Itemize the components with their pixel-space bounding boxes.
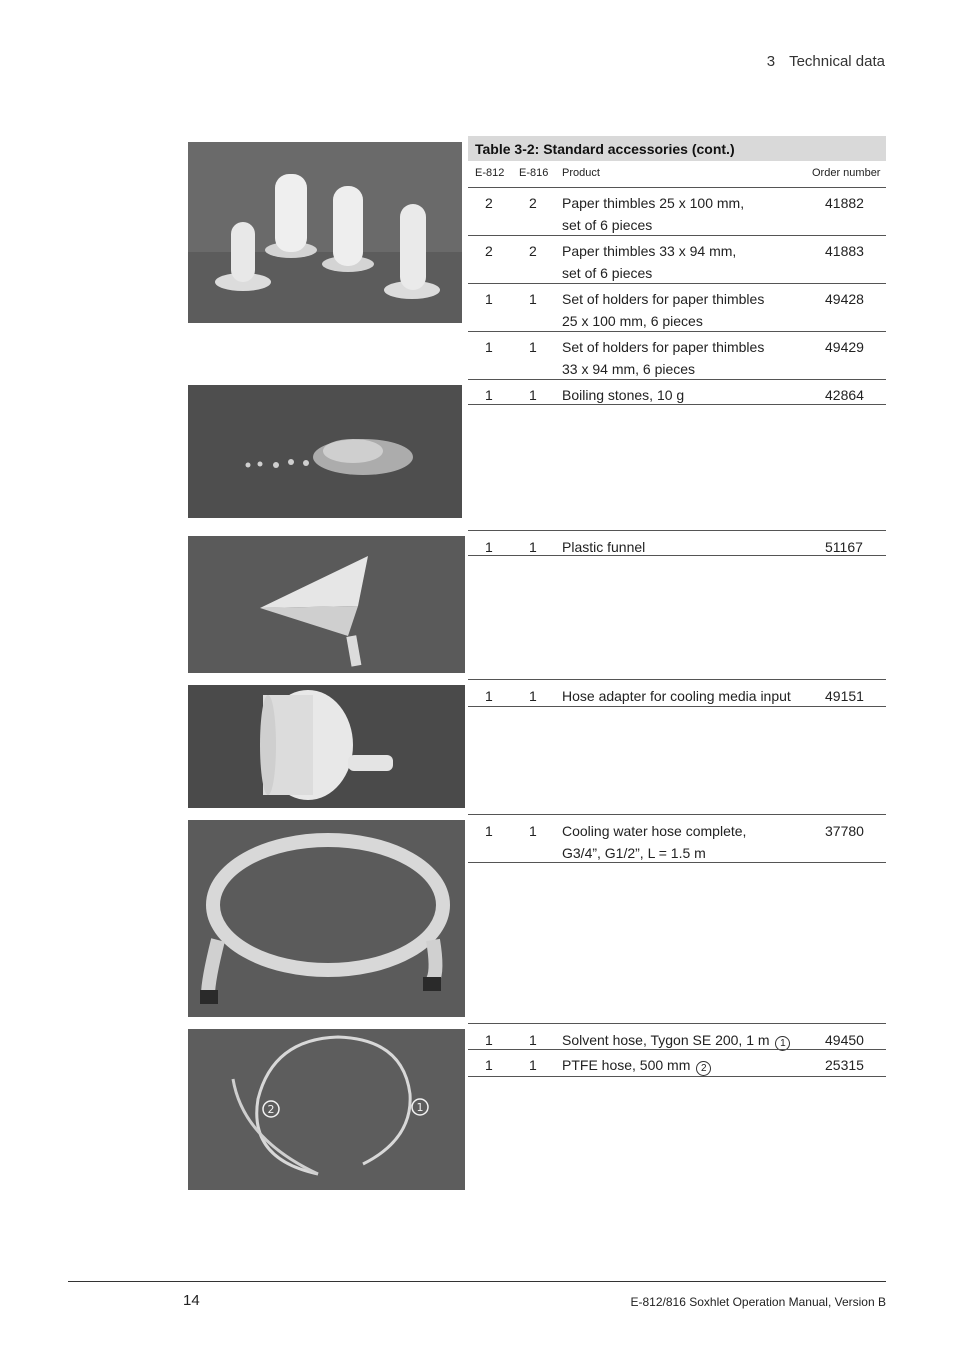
row-divider: [468, 235, 886, 236]
cell-product: Set of holders for paper thimbles 33 x 94 mm, 6 pieces: [562, 339, 765, 377]
cell-product: Hose adapter for cooling media input: [562, 688, 791, 704]
callout-solvent: 1: [416, 1101, 424, 1114]
row-divider: [468, 1076, 886, 1077]
table-title: Table 3-2: Standard accessories (cont.): [468, 136, 886, 161]
cell-e816: 1: [529, 1057, 537, 1073]
chapter-number: 3: [766, 53, 776, 70]
cell-order: 41882: [825, 195, 864, 211]
cell-e816: 1: [529, 823, 537, 839]
row-divider: [468, 555, 886, 556]
cell-e812: 1: [485, 387, 493, 403]
row-divider: [468, 1023, 886, 1024]
callout-ptfe: 2: [267, 1103, 275, 1116]
cell-e816: 1: [529, 539, 537, 555]
col-e812: E-812: [475, 167, 505, 179]
table-column-headers: [468, 162, 886, 187]
row-divider: [468, 404, 886, 405]
row-divider: [468, 1049, 886, 1050]
cell-e812: 1: [485, 539, 493, 555]
chapter-title: Technical data: [789, 53, 885, 70]
cell-order: 49151: [825, 688, 864, 704]
solvent-ptfe-hose-photo: [188, 1029, 465, 1190]
callout-marker: 2: [696, 1061, 711, 1076]
cell-product: Set of holders for paper thimbles 25 x 100 mm, 6 pieces: [562, 291, 765, 329]
cell-product: Cooling water hose complete, G3/4”, G1/2”, L = 1.5 m: [562, 823, 747, 861]
cell-e812: 2: [485, 243, 493, 259]
cell-order: 37780: [825, 823, 864, 839]
paper-thimbles-photo: [188, 142, 462, 323]
cell-order: 49429: [825, 339, 864, 355]
boiling-stones-photo: [188, 385, 462, 518]
row-divider: [468, 530, 886, 531]
cell-order: 42864: [825, 387, 864, 403]
col-order-number: Order number: [812, 167, 881, 179]
cell-product: Paper thimbles 25 x 100 mm, set of 6 pieces: [562, 195, 745, 233]
cell-e816: 1: [529, 688, 537, 704]
row-divider: [468, 331, 886, 332]
cell-order: 25315: [825, 1057, 864, 1073]
col-e816: E-816: [519, 167, 549, 179]
cell-product: Boiling stones, 10 g: [562, 387, 685, 403]
col-product: Product: [562, 167, 600, 179]
row-divider: [468, 862, 886, 863]
plastic-funnel-photo: [188, 536, 465, 673]
cell-e812: 1: [485, 823, 493, 839]
cell-order: 41883: [825, 243, 864, 259]
table-divider: [468, 187, 886, 188]
cell-order: 49428: [825, 291, 864, 307]
page-header: [767, 53, 885, 70]
cell-e812: 1: [485, 339, 493, 355]
cell-e812: 1: [485, 1057, 493, 1073]
row-divider: [468, 679, 886, 680]
cell-e812: 1: [485, 688, 493, 704]
cooling-water-hose-photo: [188, 820, 465, 1017]
cell-e816: 2: [529, 243, 537, 259]
cell-e816: 1: [529, 1032, 537, 1048]
cell-order: 51167: [825, 539, 863, 555]
cell-product: PTFE hose, 500 mm 2: [562, 1054, 802, 1076]
row-divider: [468, 283, 886, 284]
row-divider: [468, 379, 886, 380]
row-divider: [468, 814, 886, 815]
cell-e812: 2: [485, 195, 493, 211]
cell-order: 49450: [825, 1032, 864, 1048]
cell-product: Plastic funnel: [562, 539, 646, 555]
callout-marker: 1: [775, 1036, 790, 1051]
cell-e812: 1: [485, 291, 493, 307]
cell-e816: 1: [529, 291, 537, 307]
cell-e816: 1: [529, 339, 537, 355]
cell-e812: 1: [485, 1032, 493, 1048]
cell-e816: 2: [529, 195, 537, 211]
cell-product: Paper thimbles 33 x 94 mm, set of 6 pieces: [562, 243, 737, 281]
footer-divider: [68, 1281, 886, 1282]
page-number: 14: [183, 1292, 200, 1309]
row-divider: [468, 706, 886, 707]
document-title: E-812/816 Soxhlet Operation Manual, Version B: [630, 1295, 886, 1309]
hose-adapter-photo: [188, 685, 465, 808]
cell-e816: 1: [529, 387, 537, 403]
cell-product: Solvent hose, Tygon SE 200, 1 m 1: [562, 1029, 802, 1051]
